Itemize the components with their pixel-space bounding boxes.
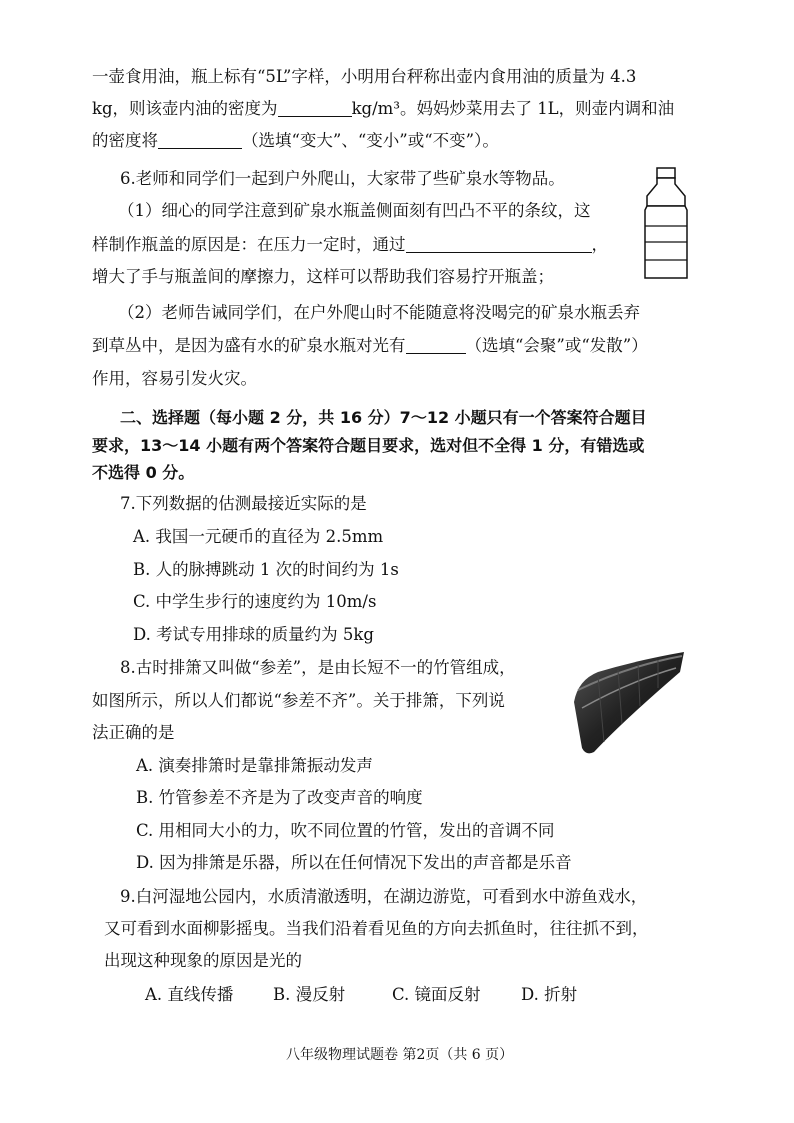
q5-line-3-text-a: 的密度将 xyxy=(92,131,158,150)
q6-method-blank[interactable] xyxy=(406,236,592,253)
q6-light-blank[interactable] xyxy=(406,337,466,354)
q8-stem-line-2: 如图所示，所以人们都说“参差不齐”。关于排箫，下列说 xyxy=(92,691,505,710)
section-2-heading-line-3: 不选得 0 分。 xyxy=(92,463,195,482)
q6-part2-text-a: 到草丛中，是因为盛有水的矿泉水瓶对光有 xyxy=(92,336,406,355)
q8-option-d[interactable]: D. 因为排箫是乐器，所以在任何情况下发出的声音都是乐音 xyxy=(136,853,572,872)
q9-option-a[interactable]: A. 直线传播 xyxy=(145,985,234,1004)
q8-option-b[interactable]: B. 竹管参差不齐是为了改变声音的响度 xyxy=(136,788,423,807)
section-2-heading-line-1: 二、选择题（每小题 2 分，共 16 分）7～12 小题只有一个答案符合题目 xyxy=(120,408,647,427)
q5-line-2-text-b: kg/m³。妈妈炒菜用去了 1L，则壶内调和油 xyxy=(351,99,675,118)
q8-option-a[interactable]: A. 演奏排箫时是靠排箫振动发声 xyxy=(136,756,373,775)
q5-line-1: 一壶食用油，瓶上标有“5L”字样，小明用台秤称出壶内食用油的质量为 4.3 xyxy=(92,67,637,86)
q5-line-3-text-b: （选填“变大”、“变小”或“不变”）。 xyxy=(242,131,499,150)
q9-option-d[interactable]: D. 折射 xyxy=(521,985,578,1004)
water-bottle-icon xyxy=(641,166,691,290)
q8-option-c[interactable]: C. 用相同大小的力，吹不同位置的竹管，发出的音调不同 xyxy=(136,821,555,840)
q7-option-d[interactable]: D. 考试专用排球的质量约为 5kg xyxy=(133,625,374,644)
q7-option-b[interactable]: B. 人的脉搏跳动 1 次的时间约为 1s xyxy=(133,560,399,579)
q6-stem: 6.老师和同学们一起到户外爬山，大家带了些矿泉水等物品。 xyxy=(120,169,565,188)
q6-part1-line-2 xyxy=(92,234,608,256)
q6-part2-line-2 xyxy=(92,335,648,357)
section-2-heading-line-2: 要求，13～14 小题有两个答案符合题目要求，选对但不全得 1 分，有错选或 xyxy=(92,436,645,455)
q5-change-blank[interactable] xyxy=(158,132,242,149)
q8-stem-line-3: 法正确的是 xyxy=(92,723,175,742)
q9-option-c[interactable]: C. 镜面反射 xyxy=(392,985,481,1004)
q7-stem: 7.下列数据的估测最接近实际的是 xyxy=(120,494,367,513)
q7-option-c[interactable]: C. 中学生步行的速度约为 10m/s xyxy=(133,592,377,611)
page-footer: 八年级物理试题卷 第2页（共 6 页） xyxy=(286,1047,514,1063)
q6-part2-text-b: （选填“会聚”或“发散”） xyxy=(465,336,648,355)
q6-part1-line-3: 增大了手与瓶盖间的摩擦力，这样可以帮助我们容易拧开瓶盖； xyxy=(92,267,554,286)
q9-stem-line-2: 又可看到水面柳影摇曳。当我们沿着看见鱼的方向去抓鱼时，往往抓不到， xyxy=(104,919,649,938)
q5-line-3 xyxy=(92,130,499,152)
q6-part1-text-b: ， xyxy=(591,235,608,254)
q6-part1-text-a: 样制作瓶盖的原因是：在压力一定时，通过 xyxy=(92,235,406,254)
q6-part1-line-1: （1）细心的同学注意到矿泉水瓶盖侧面刻有凹凸不平的条纹，这 xyxy=(118,201,591,220)
q9-stem-line-3: 出现这种现象的原因是光的 xyxy=(104,951,302,970)
q5-density-blank[interactable] xyxy=(278,100,352,117)
q7-option-a[interactable]: A. 我国一元硬币的直径为 2.5mm xyxy=(133,527,384,546)
q9-option-b[interactable]: B. 漫反射 xyxy=(273,985,346,1004)
q5-line-2-text-a: kg，则该壶内油的密度为 xyxy=(92,99,278,118)
q9-stem-line-1: 9.白河湿地公园内，水质清澈透明，在湖边游览，可看到水中游鱼戏水， xyxy=(120,887,648,906)
q5-line-2 xyxy=(92,98,674,120)
q6-part2-line-1: （2）老师告诫同学们，在户外爬山时不能随意将没喝完的矿泉水瓶丢弃 xyxy=(118,303,640,322)
q8-stem-line-1: 8.古时排箫又叫做“参差”，是由长短不一的竹管组成， xyxy=(120,658,516,677)
panpipe-icon xyxy=(568,642,688,764)
q6-part2-line-3: 作用，容易引发火灾。 xyxy=(92,369,257,388)
